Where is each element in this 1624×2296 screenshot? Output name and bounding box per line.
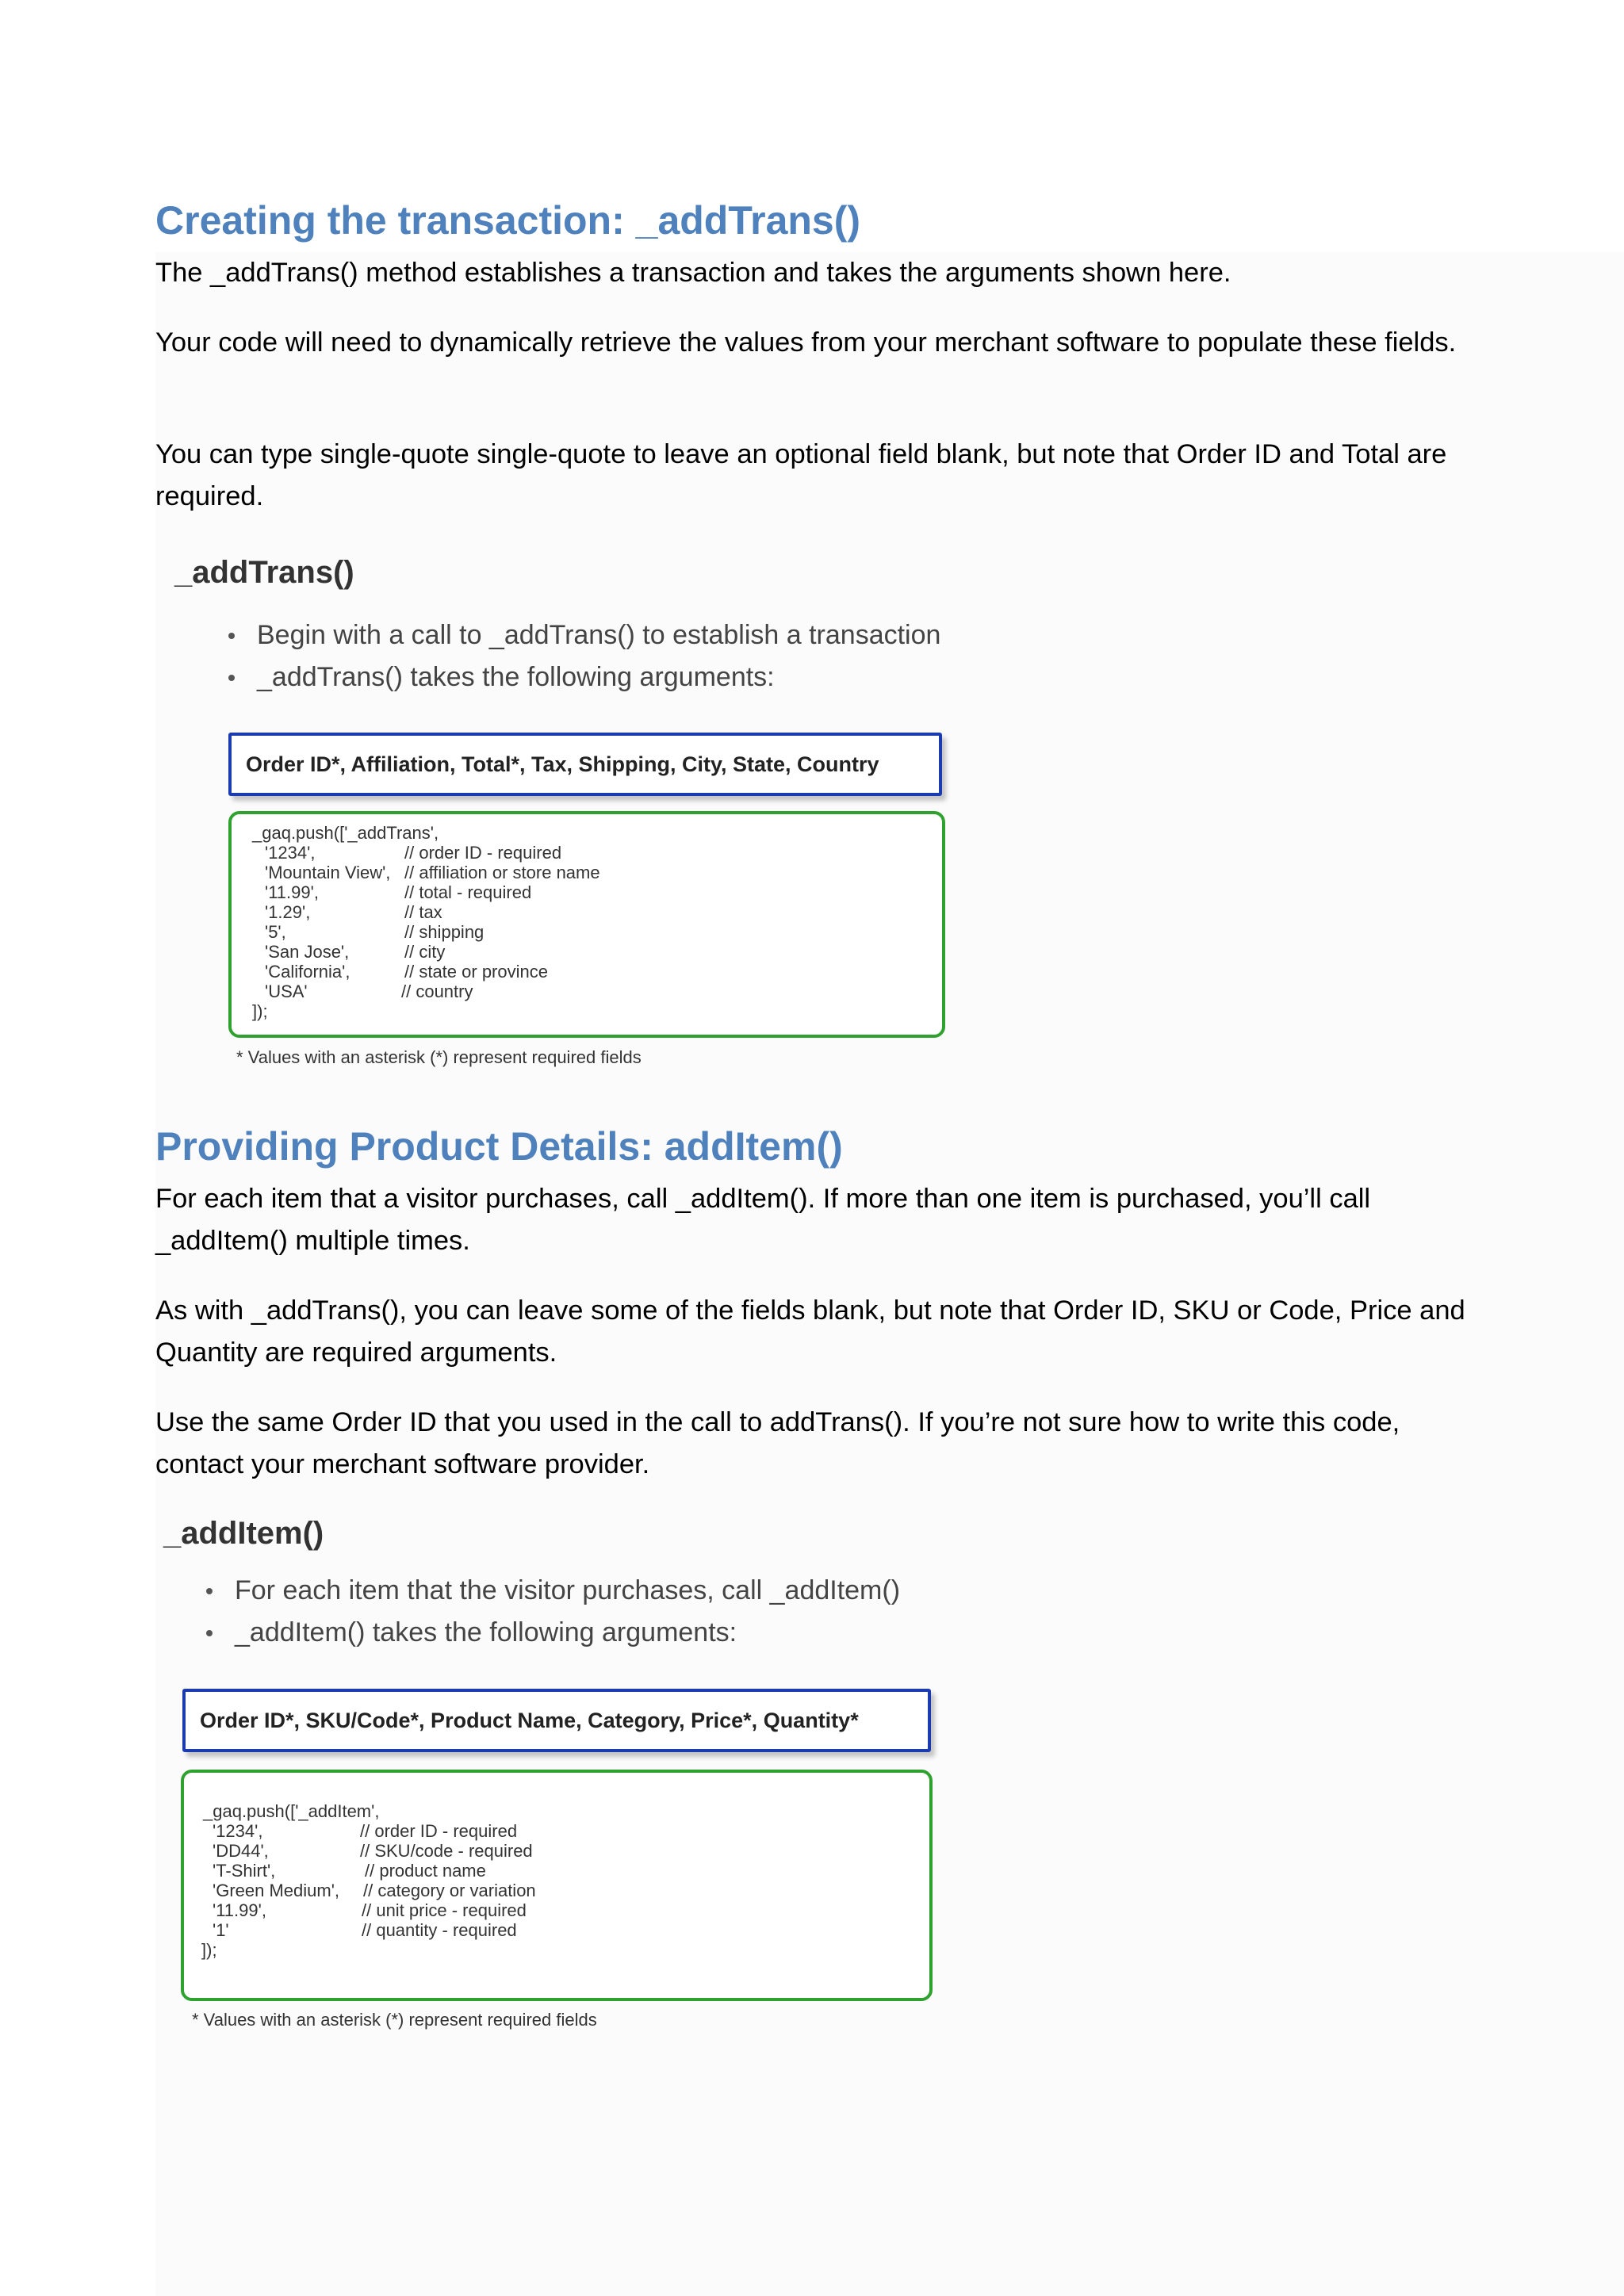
bullet-item: _addTrans() takes the following arguments: <box>227 656 940 698</box>
bullet-item: Begin with a call to _addTrans() to establish a transaction <box>227 614 940 656</box>
code-value: '1234', <box>265 843 316 863</box>
code-close-line: ]); <box>201 1940 217 1960</box>
required-fields-note: * Values with an asterisk (*) represent required fields <box>236 1047 642 1067</box>
code-close-line: ]); <box>252 1001 268 1021</box>
code-value: 'San Jose', <box>265 942 350 962</box>
required-fields-note: * Values with an asterisk (*) represent required fields <box>192 2010 597 2030</box>
bullet-list <box>227 614 940 698</box>
code-comment: // tax <box>404 902 442 922</box>
paragraph: Your code will need to dynamically retrieve the values from your merchant software to populate these fields. <box>155 327 1457 358</box>
code-value: '5', <box>265 922 286 942</box>
code-value: 'USA' <box>265 982 308 1001</box>
code-value: '11.99', <box>213 1900 266 1920</box>
code-value: 'California', <box>265 962 350 982</box>
section-heading-add-item: Providing Product Details: addItem() <box>155 1124 843 1169</box>
paragraph: Use the same Order ID that you used in the call to addTrans(). If you’re not sure how to write this code, contact your merchant software provider. <box>155 1407 1400 1479</box>
code-value: '11.99', <box>265 882 319 902</box>
arguments-box: Order ID*, Affiliation, Total*, Tax, Shipping, City, State, Country <box>228 733 942 796</box>
paragraph: You can type single-quote single-quote to leave an optional field blank, but note that Order ID and Total are required. <box>155 439 1447 511</box>
bullet-item: For each item that the visitor purchases, call _addItem() <box>205 1570 900 1612</box>
code-value: '1.29', <box>265 902 311 922</box>
code-comment: // shipping <box>404 922 485 942</box>
code-comment: // total - required <box>404 882 532 902</box>
code-comment: // state or province <box>404 962 548 982</box>
bullet-list <box>205 1570 900 1654</box>
paragraph: For each item that a visitor purchases, call _addItem(). If more than one item is purchased, you’ll call _addItem() multiple times. <box>155 1184 1371 1256</box>
code-comment: // country <box>401 982 473 1001</box>
code-comment: // order ID - required <box>404 843 562 863</box>
code-example-box <box>181 1770 933 2001</box>
code-comment: // order ID - required <box>360 1821 518 1841</box>
code-value: 'Green Medium', <box>213 1881 340 1900</box>
code-comment: // category or variation <box>363 1881 536 1900</box>
code-value: '1234', <box>213 1821 263 1841</box>
paragraph: The _addTrans() method establishes a transaction and takes the arguments shown here. <box>155 258 1231 288</box>
paragraph: As with _addTrans(), you can leave some of the fields blank, but note that Order ID, SKU or Code, Price and Quantity are required arguments. <box>155 1295 1465 1368</box>
code-value: 'T-Shirt', <box>213 1861 276 1881</box>
code-value: '1' <box>213 1920 229 1940</box>
code-value: 'DD44', <box>213 1841 269 1861</box>
bullet-item: _addItem() takes the following arguments: <box>205 1612 900 1654</box>
code-comment: // unit price - required <box>362 1900 527 1920</box>
arguments-box: Order ID*, SKU/Code*, Product Name, Category, Price*, Quantity* <box>182 1689 931 1752</box>
code-comment: // quantity - required <box>362 1920 517 1940</box>
section-heading-add-trans: Creating the transaction: _addTrans() <box>155 198 861 243</box>
code-open-line: _gaq.push(['_addTrans', <box>252 823 439 843</box>
code-comment: // affiliation or store name <box>404 863 600 882</box>
code-value: 'Mountain View', <box>265 863 391 882</box>
code-open-line: _gaq.push(['_addItem', <box>203 1801 380 1821</box>
code-example-box <box>228 811 945 1038</box>
slide-title-add-item: _addItem() <box>163 1516 324 1551</box>
code-comment: // SKU/code - required <box>360 1841 533 1861</box>
code-comment: // product name <box>365 1861 486 1881</box>
code-comment: // city <box>404 942 446 962</box>
slide-title-add-trans: _addTrans() <box>174 555 354 590</box>
